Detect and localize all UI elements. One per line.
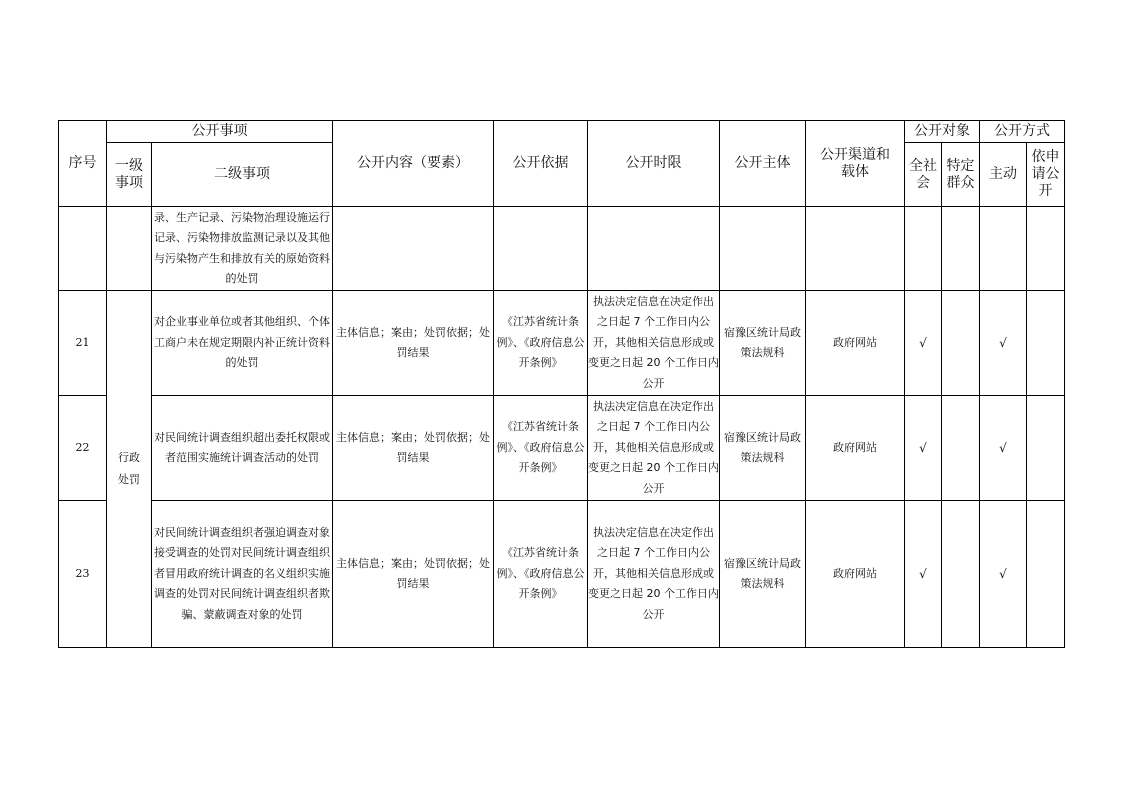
- disclosure-table: [58, 120, 1065, 648]
- row-category-empty: [107, 207, 152, 291]
- row-channel: 政府网站: [806, 501, 905, 648]
- col-header-level2: 二级事项: [152, 143, 333, 207]
- col-header-target-all: 全社会: [905, 143, 942, 207]
- row-subject: 宿豫区统计局政策法规科: [720, 396, 806, 501]
- row-method-active-check: √: [980, 396, 1027, 501]
- row-target-specific: [942, 396, 980, 501]
- table-row: [59, 207, 1065, 291]
- col-header-time-limit: 公开时限: [588, 121, 720, 207]
- row-content: 主体信息；案由；处罚依据；处罚结果: [333, 501, 494, 648]
- row-channel: 政府网站: [806, 291, 905, 396]
- col-header-method-active: 主动: [980, 143, 1027, 207]
- row-content: 主体信息；案由；处罚依据；处罚结果: [333, 291, 494, 396]
- row-time-limit: [588, 207, 720, 291]
- row-target-all: [905, 207, 942, 291]
- header-row-1: [59, 121, 1065, 143]
- row-category: 行政处罚: [107, 291, 152, 648]
- row-target-all-check: √: [905, 291, 942, 396]
- row-channel: [806, 207, 905, 291]
- row-subject: 宿豫区统计局政策法规科: [720, 501, 806, 648]
- row-method-request: [1027, 501, 1065, 648]
- row-seq: 22: [59, 396, 107, 501]
- row-item: 对企业事业单位或者其他组织、个体工商户未在规定期限内补正统计资料的处罚: [152, 291, 333, 396]
- row-target-specific: [942, 501, 980, 648]
- row-time-limit: 执法决定信息在决定作出之日起 7 个工作日内公开，其他相关信息形成或变更之日起 20 个工作日内公开: [588, 501, 720, 648]
- col-header-target-specific: 特定群众: [942, 143, 980, 207]
- row-time-limit: 执法决定信息在决定作出之日起 7 个工作日内公开，其他相关信息形成或变更之日起 20 个工作日内公开: [588, 396, 720, 501]
- row-channel: 政府网站: [806, 396, 905, 501]
- row-target-specific: [942, 291, 980, 396]
- row-target-all-check: √: [905, 501, 942, 648]
- row-method-request: [1027, 291, 1065, 396]
- row-method-active: [980, 207, 1027, 291]
- col-header-level1: 一级事项: [107, 143, 152, 207]
- row-item: 对民间统计调查组织超出委托权限或者范围实施统计调查活动的处罚: [152, 396, 333, 501]
- row-basis: 《江苏省统计条例》、《政府信息公开条例》: [494, 291, 588, 396]
- table-row: [59, 291, 1065, 396]
- row-target-specific: [942, 207, 980, 291]
- table-row: [59, 396, 1065, 501]
- table-row: [59, 501, 1065, 648]
- col-header-matters: 公开事项: [107, 121, 333, 143]
- row-item: 录、生产记录、污染物治理设施运行记录、污染物排放监测记录以及其他与污染物产生和排放有关的原始资料的处罚: [152, 207, 333, 291]
- col-header-content: 公开内容（要素）: [333, 121, 494, 207]
- row-basis: [494, 207, 588, 291]
- row-content: 主体信息；案由；处罚依据；处罚结果: [333, 396, 494, 501]
- row-method-request: [1027, 207, 1065, 291]
- row-content: [333, 207, 494, 291]
- row-basis: 《江苏省统计条例》、《政府信息公开条例》: [494, 501, 588, 648]
- col-header-method-request: 依申请公开: [1027, 143, 1065, 207]
- col-header-subject: 公开主体: [720, 121, 806, 207]
- col-header-method: 公开方式: [980, 121, 1065, 143]
- col-header-target: 公开对象: [905, 121, 980, 143]
- row-basis: 《江苏省统计条例》、《政府信息公开条例》: [494, 396, 588, 501]
- row-seq: 23: [59, 501, 107, 648]
- col-header-basis: 公开依据: [494, 121, 588, 207]
- col-header-channel: 公开渠道和载体: [806, 121, 905, 207]
- row-seq: 21: [59, 291, 107, 396]
- row-method-request: [1027, 396, 1065, 501]
- row-method-active-check: √: [980, 501, 1027, 648]
- row-target-all-check: √: [905, 396, 942, 501]
- col-header-seq: 序号: [59, 121, 107, 207]
- row-time-limit: 执法决定信息在决定作出之日起 7 个工作日内公开，其他相关信息形成或变更之日起 20 个工作日内公开: [588, 291, 720, 396]
- row-subject: [720, 207, 806, 291]
- row-seq: [59, 207, 107, 291]
- row-subject: 宿豫区统计局政策法规科: [720, 291, 806, 396]
- row-item: 对民间统计调查组织者强迫调查对象接受调查的处罚对民间统计调查组织者冒用政府统计调查的名义组织实施调查的处罚对民间统计调查组织者欺骗、蒙蔽调查对象的处罚: [152, 501, 333, 648]
- row-method-active-check: √: [980, 291, 1027, 396]
